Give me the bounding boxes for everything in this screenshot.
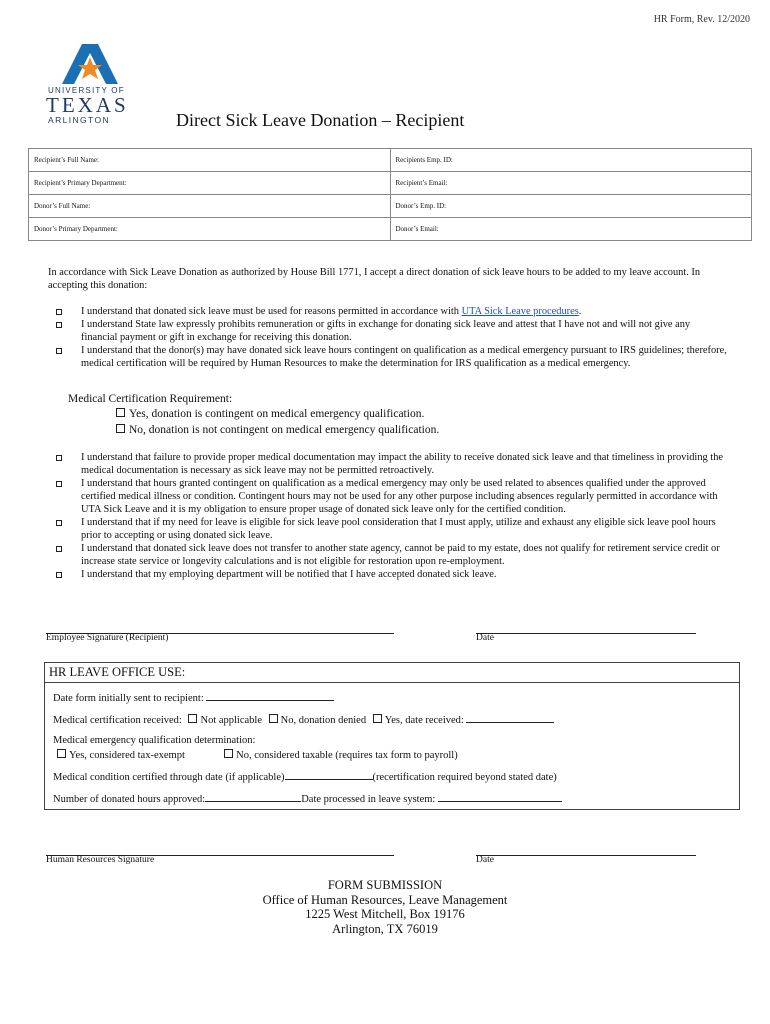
uta-logo [40,44,140,125]
item-text-end: . [578,306,582,317]
hr-med-cert-row [53,713,554,726]
logo-line-arlington: ARLINGTON [48,115,111,125]
table-row [29,218,752,241]
no-denied-text: No, donation denied [280,715,367,726]
item-text: I understand that my employing department will be notified that I have accepted donated sick leave. [81,569,497,580]
recipient-full-name-field[interactable]: Recipient’s Full Name: [29,149,391,172]
date-processed-blank[interactable] [438,792,562,802]
checkbox-yes[interactable] [116,408,125,417]
item-text: I understand that if my need for leave is eligible for sick leave pool consideration that I must apply, utilize and exhaust any eligible sick leave pool hours prior to accepting or using donated sick leave. [81,517,716,541]
form-title: Direct Sick Leave Donation – Recipient [176,110,465,130]
list-item [56,451,728,477]
item-text: I understand that the donor(s) may have donated sick leave hours contingent on qualification as a medical emergency pursuant to IRS guidelines; therefore, medical certification will be required by Human Resources to make the determination for IRS qualification as a medical emergency. [81,345,727,369]
submission-city: Arlington, TX 76019 [332,921,438,936]
hr-date-line[interactable] [476,855,696,856]
tax-exempt-text: Yes, considered tax-exempt [69,750,185,761]
hr-hours-row [53,792,562,805]
uta-a-star-icon [62,44,118,84]
list-item [56,568,728,581]
checkbox-acknowledge-8[interactable] [56,572,62,578]
acknowledgement-list-2 [56,451,728,581]
donor-emp-id-field[interactable]: Donor’s Emp. ID: [390,195,752,218]
hr-signature-label: Human Resources Signature [46,855,155,865]
hr-heading: HR LEAVE OFFICE USE: [49,665,186,679]
certified-through-blank[interactable] [285,770,373,780]
list-item [56,318,728,344]
item-text: I understand that donated sick leave does not transfer to another state agency, cannot be paid to my estate, does not qualify for retirement service credit or increase state service or longevity calculations and is not eligible for restoration upon re-employment. [81,543,720,567]
hr-date-label: Date [476,855,494,865]
employee-date-label: Date [476,633,494,643]
submission-heading: FORM SUBMISSION [327,878,443,892]
yes-date-text: Yes, date received: [384,715,464,726]
checkbox-not-applicable[interactable] [188,714,197,723]
logo-line-texas: TEXAS [46,93,129,117]
recipient-department-field[interactable]: Recipient’s Primary Department: [29,172,391,195]
checkbox-taxable[interactable] [224,749,233,758]
checkbox-acknowledge-4[interactable] [56,455,62,461]
med-cert-label: Medical certification received: [53,715,182,726]
recipient-email-field[interactable]: Recipient’s Email: [390,172,752,195]
recert-note: (recertification required beyond stated date) [372,772,557,783]
table-row [29,172,752,195]
table-row [29,195,752,218]
list-item [56,305,728,318]
item-text: I understand that failure to provide proper medical documentation may impact the ability to receive donated sick leave and that timeliness in providing the medical documentation is necessary as sick leave may not be permitted retroactively. [81,452,723,476]
acknowledgement-list-1 [56,305,728,370]
table-row [29,149,752,172]
item-text: I understand State law expressly prohibits remuneration or gifts in exchange for donating sick leave and attest that I have not and will not give any financial payment or gift in exchange for receiving this donation. [81,319,691,343]
donor-email-field[interactable]: Donor’s Email: [390,218,752,241]
medical-cert-label: Medical Certification Requirement: [68,393,233,405]
intro-paragraph: In accordance with Sick Leave Donation as authorized by House Bill 1771, I accept a direct donation of sick leave hours to be added to my leave account. In accepting this donation: [48,267,701,291]
checkbox-acknowledge-1[interactable] [56,309,62,315]
list-item [56,344,728,370]
checkbox-tax-exempt[interactable] [57,749,66,758]
item-text: I understand that hours granted contingent on qualification as a medical emergency may only be used related to absences qualified under the approved certified medical illness or condition. Contingent hours may not be used for any other purpose including absences regularly permitted in accordance with UTA Sick Leave and it is my obligation to ensure proper usage of donated sick leave only for the certified condition. [81,478,718,515]
checkbox-acknowledge-3[interactable] [56,348,62,354]
checkbox-acknowledge-5[interactable] [56,481,62,487]
submission-address: 1225 West Mitchell, Box 19176 [305,907,465,921]
date-processed-label: Date processed in leave system: [301,794,436,805]
checkbox-acknowledge-7[interactable] [56,546,62,552]
checkbox-no-denied[interactable] [269,714,278,723]
uta-sick-leave-procedures-link[interactable]: UTA Sick Leave procedures [461,306,579,317]
hr-date-sent-row [53,691,334,704]
checkbox-no[interactable] [116,424,125,433]
not-applicable-text: Not applicable [200,715,263,726]
hr-certified-through-row [53,770,557,783]
donor-full-name-field[interactable]: Donor’s Full Name: [29,195,391,218]
hr-qual-options-row [53,749,458,761]
list-item [56,542,728,568]
medical-option-no[interactable] [116,424,439,436]
hr-heading-bar [45,663,739,683]
checkbox-acknowledge-2[interactable] [56,322,62,328]
date-sent-label: Date form initially sent to recipient: [53,693,204,704]
taxable-text: No, considered taxable (requires tax form to payroll) [236,750,458,761]
option-no-text: No, donation is not contingent on medical emergency qualification. [129,424,440,436]
employee-date-line[interactable] [476,633,696,634]
hours-approved-label: Number of donated hours approved: [53,794,206,805]
date-sent-blank[interactable] [206,691,334,701]
submission-office: Office of Human Resources, Leave Management [262,892,508,907]
form-submission-block [0,878,770,936]
list-item [56,477,728,516]
hours-approved-blank[interactable] [205,792,301,802]
date-received-blank[interactable] [466,713,554,723]
donor-department-field[interactable]: Donor’s Primary Department: [29,218,391,241]
recipient-emp-id-field[interactable]: Recipients Emp. ID: [390,149,752,172]
checkbox-yes-date[interactable] [373,714,382,723]
checkbox-acknowledge-6[interactable] [56,520,62,526]
employee-signature-label: Employee Signature (Recipient) [46,633,169,643]
option-yes-text: Yes, donation is contingent on medical emergency qualification. [129,408,425,420]
form-revision: HR Form, Rev. 12/2020 [653,14,750,25]
hr-leave-office-box [44,662,740,810]
hr-qual-label-row [53,735,255,746]
item-text: I understand that donated sick leave must be used for reasons permitted in accordance with [81,306,462,317]
qual-label: Medical emergency qualification determination: [53,735,256,746]
certified-through-label: Medical condition certified through date (if applicable) [53,772,285,783]
recipient-donor-info-table [28,148,752,241]
logo-line-university-of: UNIVERSITY OF [48,86,125,95]
list-item [56,516,728,542]
medical-option-yes[interactable] [116,408,424,420]
